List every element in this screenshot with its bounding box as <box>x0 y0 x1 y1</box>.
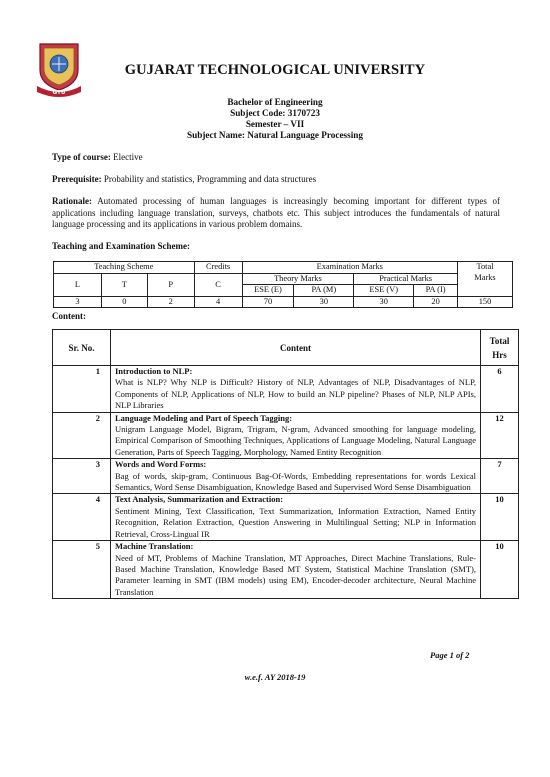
course-type <box>52 152 500 164</box>
table-row <box>53 366 519 413</box>
row-hrs: 10 <box>481 541 519 599</box>
rationale-label: Rationale: <box>52 196 92 206</box>
prerequisite-value: Probability and statistics, Programming and data structures <box>103 174 317 184</box>
row-title: Language Modeling and Part of Speech Tagging: <box>115 412 293 423</box>
table-row <box>53 412 519 459</box>
row-hrs: 10 <box>481 494 519 541</box>
row-title: Machine Translation: <box>115 541 194 552</box>
row-content <box>111 541 481 599</box>
program-name: Bachelor of Engineering <box>227 97 323 107</box>
header-hrs-text: Hrs <box>492 349 507 360</box>
header-sr-no: Sr. No. <box>53 330 111 366</box>
table-row <box>53 459 519 494</box>
page-number: Page 1 of 2 <box>430 650 470 660</box>
table-row <box>53 541 519 599</box>
value-p: 2 <box>147 296 194 308</box>
header-exam-marks: Examination Marks <box>242 262 457 274</box>
prerequisite-label: Prerequisite: <box>52 174 102 184</box>
semester: Semester – VII <box>245 119 305 129</box>
teaching-exam-scheme-table <box>53 261 513 308</box>
row-sr: 2 <box>53 412 111 459</box>
value-t: 0 <box>101 296 147 308</box>
course-type-value: Elective <box>113 152 143 162</box>
row-sr: 5 <box>53 541 111 599</box>
row-hrs: 7 <box>481 459 519 494</box>
row-content <box>111 412 481 459</box>
effective-year: w.e.f. AY 2018-19 <box>244 672 306 682</box>
header-ese-v: ESE (V) <box>354 285 414 297</box>
header-t: T <box>101 273 147 296</box>
row-title: Introduction to NLP: <box>115 366 193 376</box>
header-marks: Marks <box>458 273 513 296</box>
row-content <box>111 366 481 413</box>
header-pa-i: PA (I) <box>414 285 458 297</box>
row-body: Sentiment Mining, Text Classification, Text Summarization, Information Extraction, Named Entity Recognition, Relation Extraction, Question Answering in Multilingual Setting; NLP in Information Retrieval, Cross-Lingual IR <box>115 505 476 539</box>
subject-name: Subject Name: Natural Language Processing <box>187 130 363 140</box>
content-table <box>52 329 519 599</box>
course-type-label: Type of course: <box>52 152 111 162</box>
value-ese-v: 30 <box>354 296 414 308</box>
prerequisite <box>52 174 500 186</box>
content-label: Content: <box>52 311 86 321</box>
row-sr: 1 <box>53 366 111 413</box>
svg-text:GTU: GTU <box>52 90 66 96</box>
row-content <box>111 494 481 541</box>
subject-code: Subject Code: 3170723 <box>230 108 320 118</box>
header-c: C <box>194 273 242 296</box>
row-body: What is NLP? Why NLP is Difficult? History of NLP, Advantages of NLP, Disadvantages of NLP, Components of NLP, Applications of NLP, How to build an NLP pipeline? Phases of NLP, NLP APIs, NLP Libraries <box>115 377 476 411</box>
header-p: P <box>147 273 194 296</box>
header-credits: Credits <box>194 262 242 274</box>
header-total-text: Total <box>489 335 510 346</box>
scheme-heading: Teaching and Examination Scheme: <box>52 241 190 251</box>
header-theory-marks: Theory Marks <box>242 273 354 285</box>
value-c: 4 <box>194 296 242 308</box>
header-total-hrs <box>481 330 519 366</box>
row-title: Words and Word Forms: <box>115 459 207 470</box>
header-pa-m: PA (M) <box>294 285 354 297</box>
row-hrs: 6 <box>481 366 519 413</box>
rationale <box>52 196 500 231</box>
row-title: Text Analysis, Summarization and Extraction: <box>115 494 284 505</box>
row-body: Unigram Language Model, Bigram, Trigram, N-gram, Advanced smoothing for language modeling, Empirical Comparison of Smoothing Techniques, Applications of Language Modeling, Natural Language Generation, Parts of Speech Tagging, Morphology, Named Entity Recognition <box>115 424 476 457</box>
row-hrs: 12 <box>481 412 519 459</box>
value-ese-e: 70 <box>242 296 294 308</box>
header-total: Total <box>458 262 513 274</box>
row-sr: 3 <box>53 459 111 494</box>
header-l: L <box>54 273 102 296</box>
header-ese-e: ESE (E) <box>242 285 294 297</box>
header-teaching-scheme: Teaching Scheme <box>54 262 195 274</box>
header-practical-marks: Practical Marks <box>354 273 458 285</box>
row-sr: 4 <box>53 494 111 541</box>
row-content <box>111 459 481 494</box>
header-content: Content <box>111 330 481 366</box>
row-body: Bag of words, skip-gram, Continuous Bag-Of-Words, Embedding representations for words Lexical Semantics, Word Sense Disambiguation, Knowledge Based and Supervised Word Sense Disambiguation <box>115 470 476 493</box>
value-l: 3 <box>54 296 102 308</box>
value-pa-i: 20 <box>414 296 458 308</box>
university-title: GUJARAT TECHNOLOGICAL UNIVERSITY <box>124 62 426 78</box>
content-header-row <box>53 330 519 366</box>
value-pa-m: 30 <box>294 296 354 308</box>
table-row <box>53 494 519 541</box>
row-body: Need of MT, Problems of Machine Translation, MT Approaches, Direct Machine Translations, Rule-Based Machine Translation, Knowledge Based MT System, Statistical Machine Translation (SMT), Parameter learning in SMT (IBM models) using EM), Encoder-decoder architecture, Neural Machine Translation <box>115 552 476 597</box>
rationale-value: Automated processing of human languages is increasingly becoming important for different types of applications including language translation, surveys, chatbots etc. This subject introduces the fundamentals of natural language processing and its applications in various problem domains. <box>52 196 500 229</box>
value-total: 150 <box>458 296 513 308</box>
